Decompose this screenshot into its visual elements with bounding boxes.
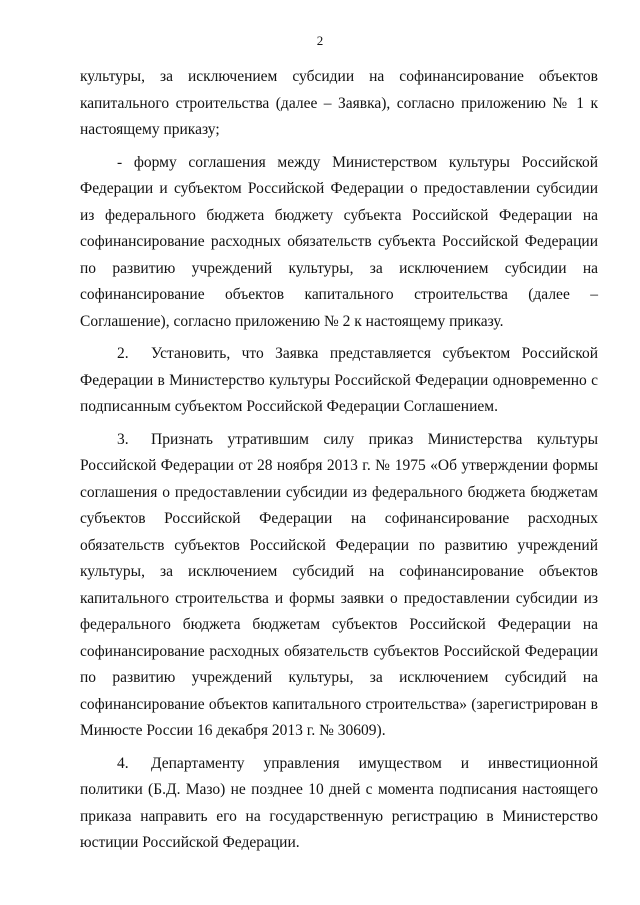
paragraph-number: 4.	[117, 754, 129, 772]
paragraph-text: культуры, за исключением субсидии на софинансирование объектов капитального строительства (далее – Заявка), согласно приложению № 1 к настоящему приказу;	[80, 68, 598, 138]
paragraph-text: Признать утратившим силу приказ Министерства культуры Российской Федерации от 28 ноября 2013 г. № 1975 «Об утверждении формы соглашения о предоставлении субсидии из федерального бюджета бюджетам субъектов Российской Федерации на софинансирование расходных обязательств субъектов Российской Федерации по развитию учреждений культуры, за исключением субсидий на софинансирование объектов капитального строительства и формы заявки о предоставлении субсидии из федерального бюджета бюджетам субъектов Российской Федерации на софинансирование расходных обязательств субъектов Российской Федерации по развитию учреждений культуры, за исключением субсидий на софинансирование объектов капитального строительства» (зарегистрирован в Минюсте России 16 декабря 2013 г. № 30609).	[80, 430, 598, 739]
paragraph-number: 2.	[117, 345, 129, 362]
page-number: 2	[316, 33, 324, 48]
document-body	[80, 64, 598, 863]
paragraph-continuation	[80, 64, 598, 144]
paragraph-text: Департаменту управления имуществом и инвестиционной политики (Б.Д. Мазо) не позднее 10 дней с момента подписания настоящего приказа направить его на государственную регистрацию в Министерство юстиции Российской Федерации.	[80, 754, 598, 851]
paragraph-number: 3.	[117, 430, 129, 448]
paragraph-agreement-form	[80, 150, 598, 336]
paragraph-item-3	[80, 427, 598, 745]
paragraph-item-4	[80, 751, 598, 857]
paragraph-text: Установить, что Заявка представляется субъектом Российской Федерации в Министерство культуры Российской Федерации одновременно с подписанным субъектом Российской Федерации Соглашением.	[80, 345, 598, 415]
paragraph-item-2	[80, 341, 598, 421]
paragraph-text: - форму соглашения между Министерством культуры Российской Федерации и субъектом Российской Федерации о предоставлении субсидии из федерального бюджета бюджету субъекта Российской Федерации на софинансирование расходных обязательств субъекта Российской Федерации по развитию учреждений культуры, за исключением субсидии на софинансирование объектов капитального строительства (далее – Соглашение), согласно приложению № 2 к настоящему приказу.	[80, 153, 598, 330]
